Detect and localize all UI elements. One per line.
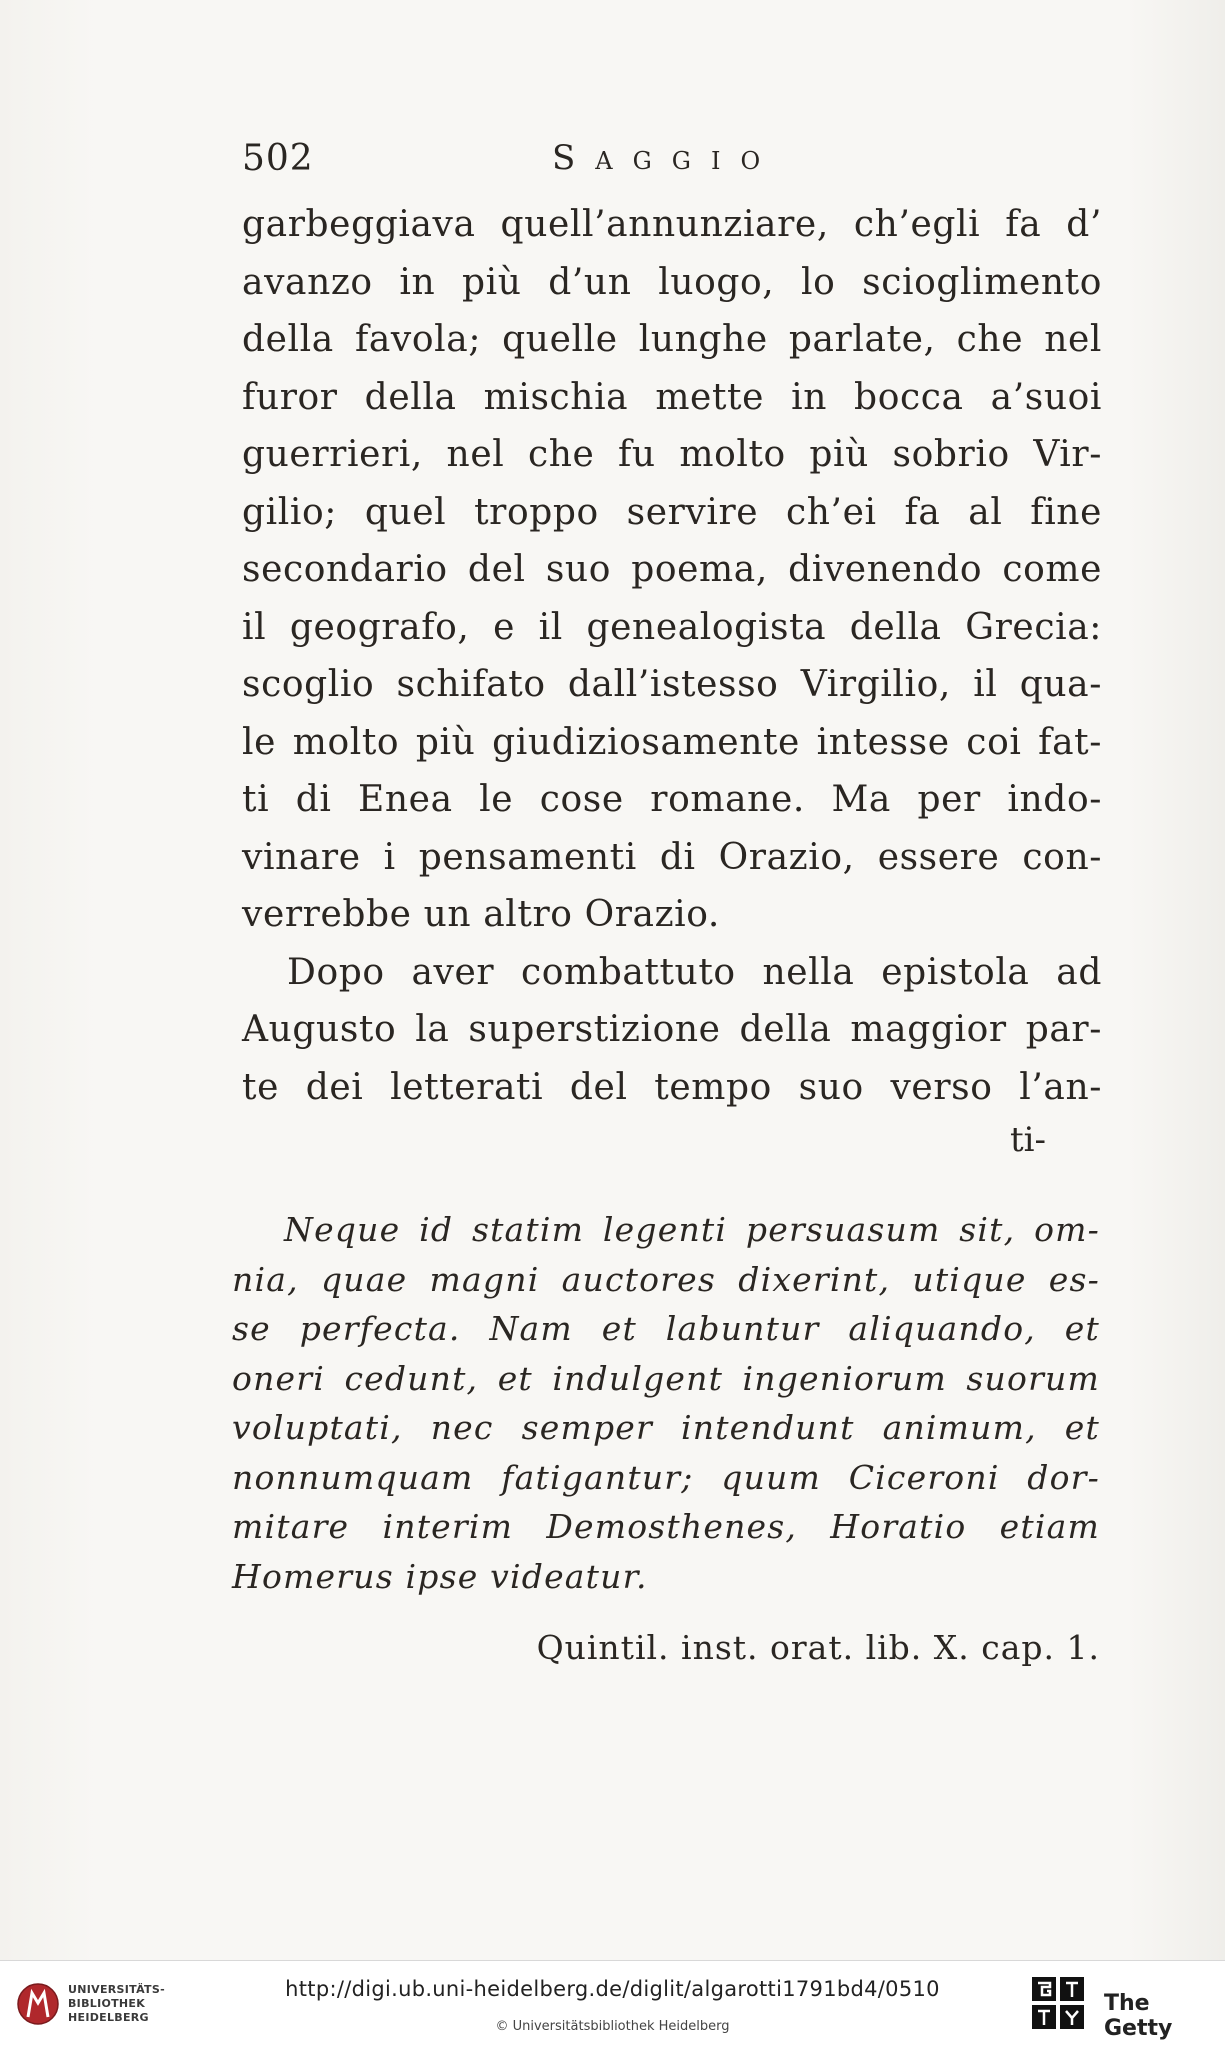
copyright-notice: © Universitätsbibliothek Heidelberg [495,2019,730,2034]
page-header [242,138,1102,184]
running-title: Saggio [552,138,781,178]
footnote-line: mitare interim Demosthenes, Horatio etiam [232,1507,1100,1546]
institution-line: HEIDELBERG [68,2011,149,2024]
body-line: ti di Enea le cose romane. Ma per indo- [242,779,1102,820]
footnote-line: oneri cedunt, et indulgent ingeniorum suorum [232,1358,1100,1398]
institution-line: UNIVERSITÄTS- [68,1983,165,1996]
body-line: della favola; quelle lunghe parlate, che nel [242,319,1102,360]
viewer-footer [0,1960,1225,2049]
footnote-line: nonnumquam fatigantur; quum Ciceroni dor- [232,1457,1100,1497]
footnote-line: nia, quae magni auctores dixerint, utique es- [232,1259,1100,1299]
footnote-line: Neque id statim legenti persuasum sit, om- [284,1210,1100,1249]
body-line: le molto più giudiziosamente intesse coi fat- [242,721,1102,763]
body-line: avanzo in più d’un luogo, lo scioglimento [242,261,1102,303]
footnote-line: voluptati, nec semper intendunt animum, et [232,1408,1100,1447]
body-line: garbeggiava quell’annunziare, ch’egli fa d’ [242,204,1102,245]
getty-logo-icon[interactable] [1030,1975,1086,2031]
body-line: vinare i pensamenti di Orazio, essere con- [242,836,1102,878]
partner-name[interactable]: The Getty [1104,1991,1173,2041]
body-line: Dopo aver combattuto nella epistola ad [287,951,1102,993]
institution-line: BIBLIOTHEK [68,1997,146,2010]
body-line: gilio; quel troppo servire ch’ei fa al fine [242,491,1102,533]
body-line: guerrieri, nel che fu molto più sobrio Vir- [242,434,1102,475]
body-line: secondario del suo poema, divenendo come [242,549,1102,590]
footnote-line: Homerus ipse videatur. [232,1556,648,1596]
body-line: verrebbe un altro Orazio. [242,894,720,935]
body-line: te dei letterati del tempo suo verso l’an- [242,1066,1102,1108]
body-line: Augusto la superstizione della maggior par- [242,1009,1102,1050]
catchword: ti- [1010,1120,1047,1160]
page-number: 502 [242,138,314,179]
footnote-line: se perfecta. Nam et labuntur aliquando, et [232,1309,1100,1348]
footnote [232,1205,1100,1601]
body-line: il geografo, e il genealogista della Grecia: [242,606,1102,648]
body-line: furor della mischia mette in bocca a’suoi [242,376,1102,418]
permalink-url[interactable]: http://digi.ub.uni-heidelberg.de/diglit/algarotti1791bd4/0510 [285,1977,940,2001]
citation: Quintil. inst. orat. lib. X. cap. 1. [536,1628,1100,1667]
footnote-separator [240,1180,1100,1181]
body-text [242,196,1102,1116]
body-line: scoglio schifato dall’istesso Virgilio, il qua- [242,664,1102,705]
